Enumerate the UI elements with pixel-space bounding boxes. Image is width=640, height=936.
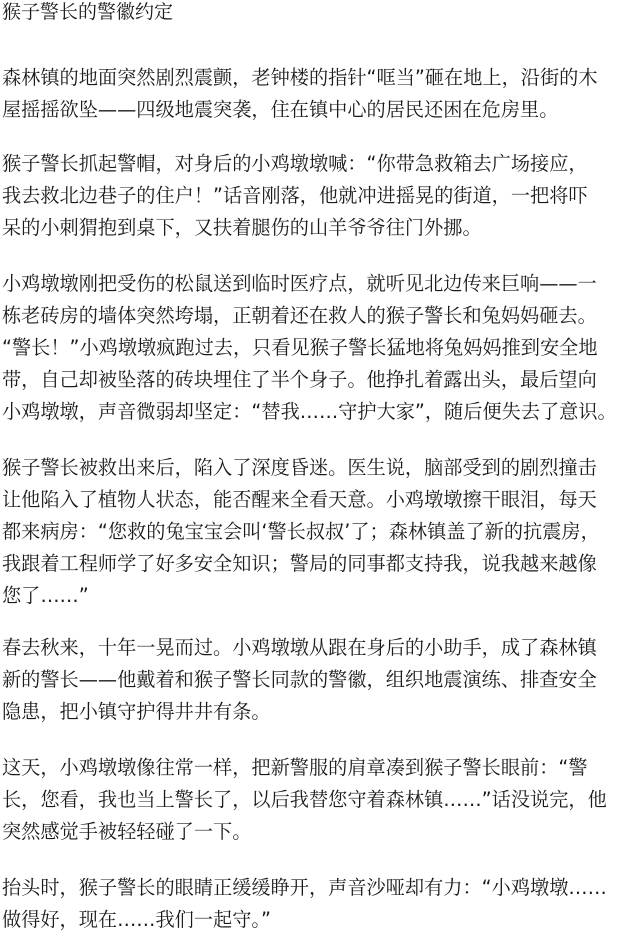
text-line: 我去救北边巷子的住户！”话音刚落，他就冲进摇晃的街道，一把将吓 (2, 184, 588, 207)
text-line: 让他陷入了植物人状态，能否醒来全看天意。小鸡墩墩擦干眼泪，每天 (2, 488, 597, 511)
text-line: 我跟着工程师学了好多安全知识；警局的同事都支持我，说我越来越像 (2, 552, 597, 575)
text-line: 新的警长——他戴着和猴子警长同款的警徽，组织地震演练、排查安全 (2, 668, 597, 691)
text-line: 呆的小刺猬抱到桌下，又扶着腿伤的山羊爷爷往门外挪。 (2, 216, 482, 239)
text-line: 栋老砖房的墙体突然垮塌，正朝着还在救人的猴子警长和兔妈妈砸去。 (2, 304, 597, 327)
text-line: 长，您看，我也当上警长了，以后我替您守着森林镇……”话没说完，他 (2, 788, 607, 811)
text-line: 您了……” (2, 584, 89, 607)
text-line: 森林镇的地面突然剧烈震颤，老钟楼的指针“哐当”砸在地上，沿街的木 (2, 66, 598, 89)
text-line: 小鸡墩墩刚把受伤的松鼠送到临时医疗点，就听见北边传来巨响——一 (2, 272, 597, 295)
article-title: 猴子警长的警徽约定 (2, 1, 174, 23)
text-line: 屋摇摇欲坠——四级地震突袭，住在镇中心的居民还困在危房里。 (2, 98, 559, 121)
text-line: 抬头时，猴子警长的眼睛正缓缓睁开，声音沙哑却有力：“小鸡墩墩…… (2, 876, 607, 899)
text-line: 带，自己却被坠落的砖块埋住了半个身子。他挣扎着露出头，最后望向 (2, 368, 597, 391)
text-line: 都来病房：“您救的兔宝宝会叫‘警长叔叔’了；森林镇盖了新的抗震房， (2, 520, 600, 543)
text-line: 这天，小鸡墩墩像往常一样，把新警服的肩章凑到猴子警长眼前：“警 (2, 756, 588, 779)
text-line: “警长！”小鸡墩墩疯跑过去，只看见猴子警长猛地将兔妈妈推到安全地 (2, 336, 598, 359)
text-line: 做得好，现在……我们一起守。” (2, 908, 271, 931)
text-line: 猴子警长抓起警帽，对身后的小鸡墩墩喊：“你带急救箱去广场接应， (2, 152, 588, 175)
text-line: 突然感觉手被轻轻碰了一下。 (2, 820, 252, 843)
text-line: 隐患，把小镇守护得井井有条。 (2, 700, 271, 723)
text-line: 猴子警长被救出来后，陷入了深度昏迷。医生说，脑部受到的剧烈撞击 (2, 456, 597, 479)
text-line: 春去秋来，十年一晃而过。小鸡墩墩从跟在身后的小助手，成了森林镇 (2, 636, 597, 659)
text-line: 小鸡墩墩，声音微弱却坚定：“替我……守护大家”，随后便失去了意识。 (2, 400, 617, 423)
